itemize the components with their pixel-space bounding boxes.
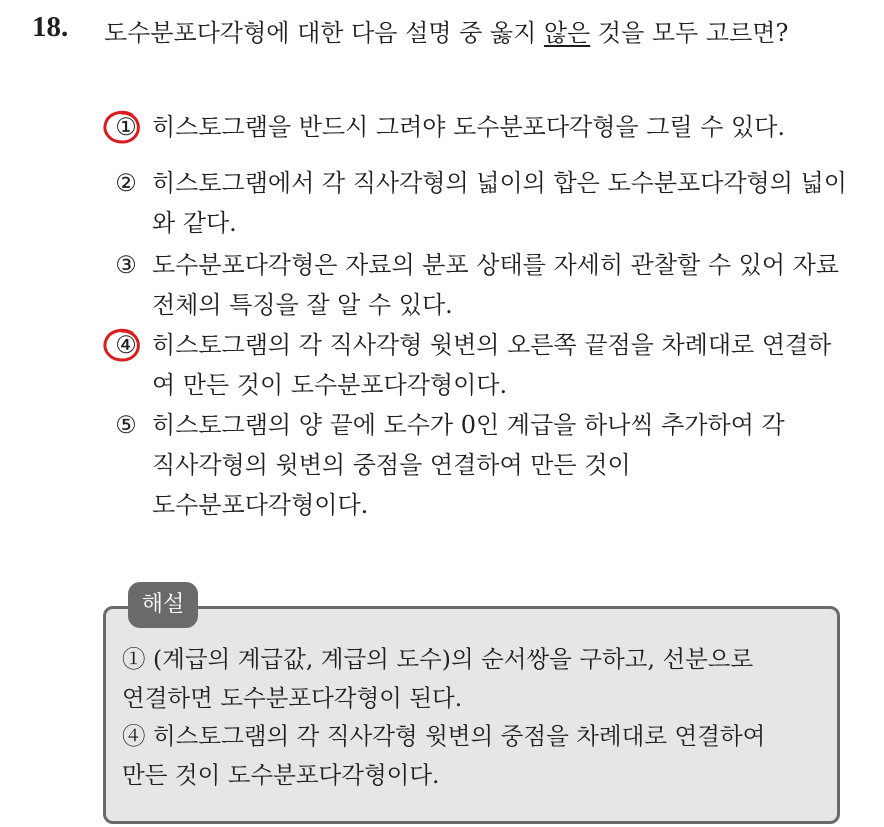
choice-text: 히스토그램에서 각 직사각형의 넓이의 합은 도수분포다각형의 넓이와 같다. <box>152 169 847 237</box>
choice-text <box>152 405 852 525</box>
question-number: 18. <box>32 11 69 43</box>
choice-text: 히스토그램의 각 직사각형 윗변의 오른쪽 끝점을 차례대로 연결하여 만든 것이 도수분포다각형이다. <box>152 331 832 399</box>
choice-number: ② <box>115 169 137 197</box>
choice-text-line: 도수분포다각형이다. <box>152 491 369 519</box>
choice-3[interactable] <box>112 245 852 325</box>
choice-5[interactable] <box>112 405 852 525</box>
choice-text: 도수분포다각형은 자료의 분포 상태를 자세히 관찰할 수 있어 자료 전체의 특징을 잘 알 수 있다. <box>152 251 839 319</box>
choice-text-line: 직사각형의 윗변의 중점을 연결하여 만든 것이 <box>152 451 631 479</box>
explanation-text <box>122 640 832 794</box>
question-text-before: 도수분포다각형에 대한 다음 설명 중 옳지 <box>104 19 544 47</box>
choice-1[interactable] <box>112 107 852 147</box>
choice-number: ⑤ <box>115 411 137 439</box>
choice-number: ③ <box>115 251 137 279</box>
explanation-line: ④ 히스토그램의 각 직사각형 윗변의 중점을 차례대로 연결하여 <box>122 722 766 750</box>
choice-text: 히스토그램을 반드시 그려야 도수분포다각형을 그릴 수 있다. <box>152 113 786 141</box>
explanation-line: ① (계급의 계급값, 계급의 도수)의 순서쌍을 구하고, 선분으로 <box>122 645 754 673</box>
explanation-line: 만든 것이 도수분포다각형이다. <box>122 760 440 789</box>
choice-4[interactable] <box>112 325 852 405</box>
question-text <box>104 13 788 48</box>
choice-text-line: 히스토그램의 양 끝에 도수가 0인 계급을 하나씩 추가하여 각 <box>152 411 785 439</box>
answer-circle-mark <box>102 327 142 363</box>
question-text-after: 것을 모두 고르면? <box>590 19 789 47</box>
question-text-emphasis: 않은 <box>543 19 591 47</box>
choice-number: ④ <box>115 331 137 359</box>
explanation-label: 해설 <box>128 582 198 628</box>
choice-number: ① <box>115 113 137 141</box>
answer-circle-mark <box>102 109 142 145</box>
explanation-line: 연결하면 도수분포다각형이 된다. <box>122 683 463 712</box>
choice-2[interactable] <box>112 163 852 243</box>
